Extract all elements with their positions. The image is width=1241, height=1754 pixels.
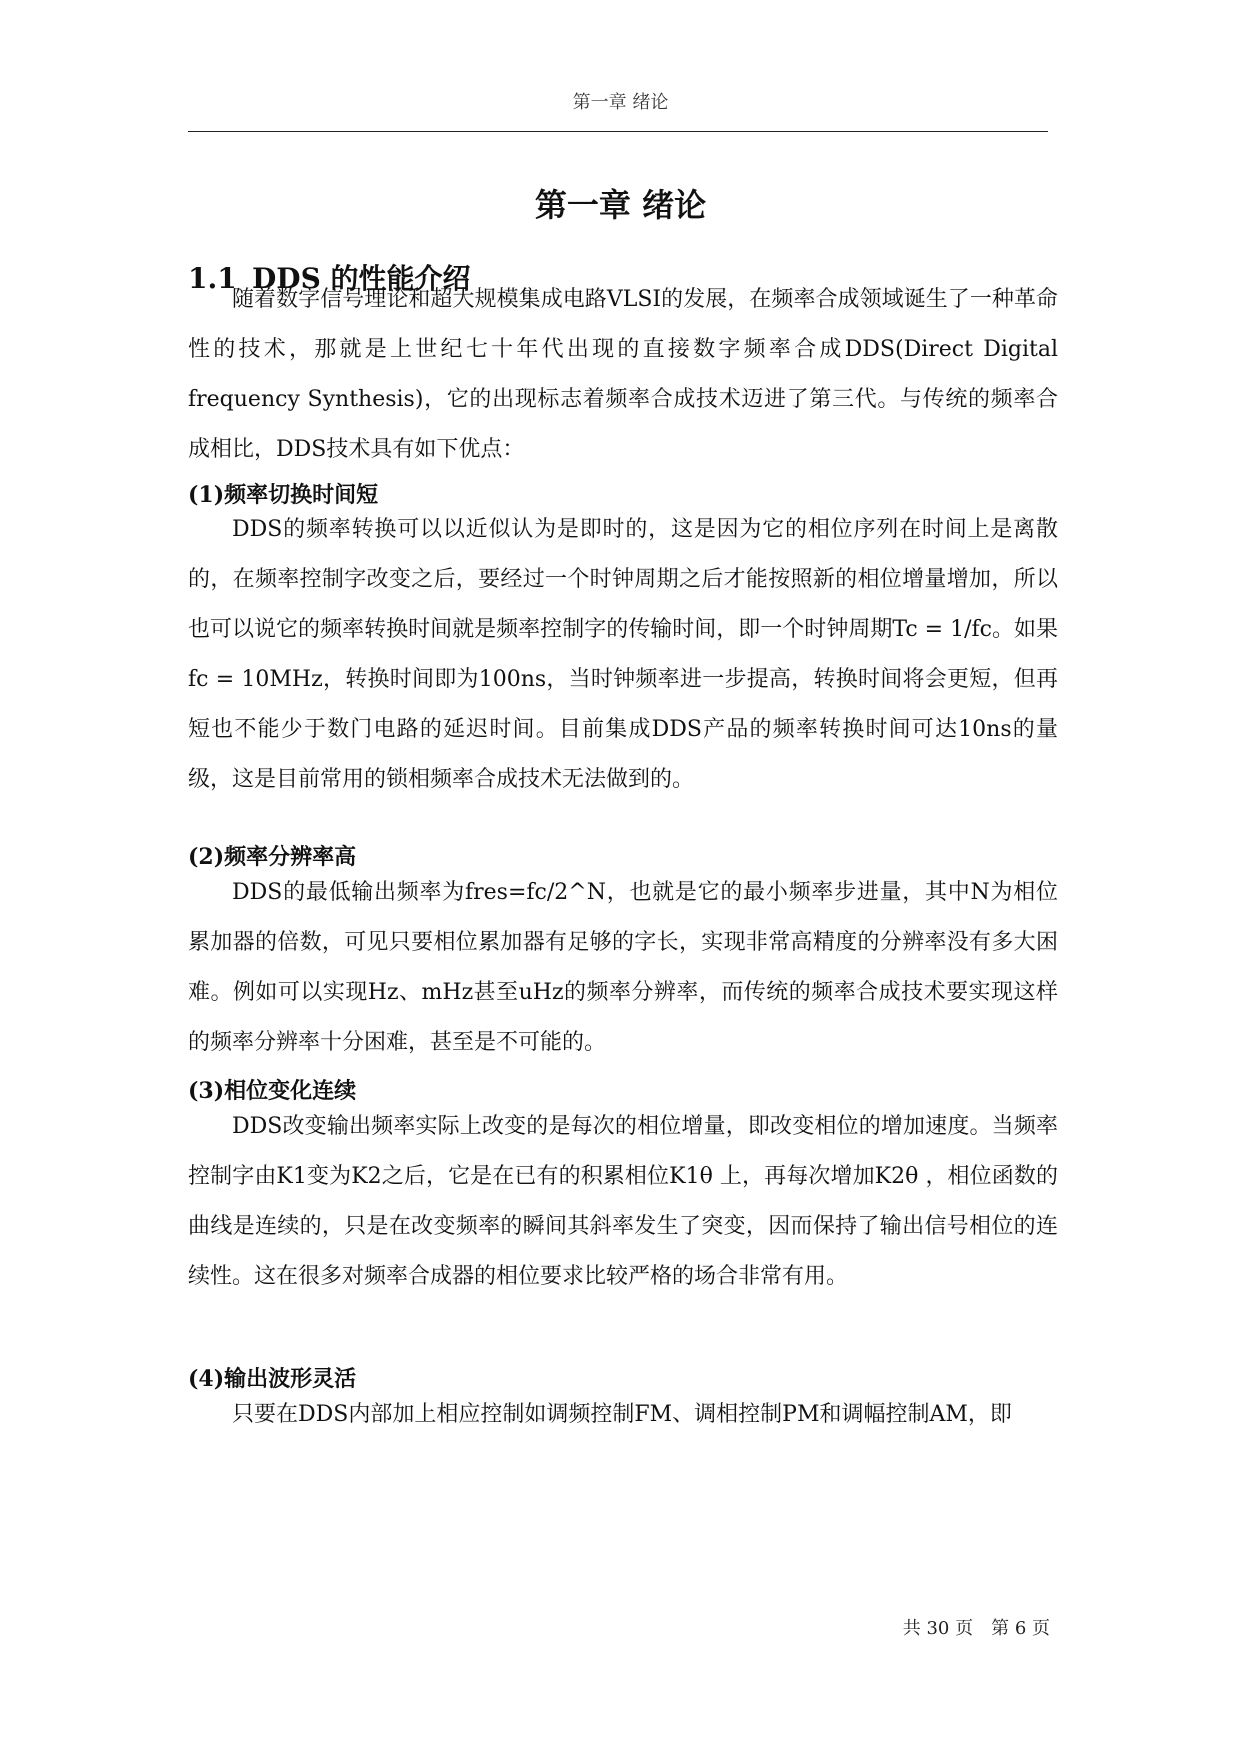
running-header: 第一章 绪论 [572, 92, 669, 113]
subsection-4-heading: (4)输出波形灵活 [188, 1366, 357, 1392]
subsection-1-body: DDS的频率转换可以以近似认为是即时的，这是因为它的相位序列在时间上是离散的，在频率控制字改变之后，要经过一个时钟周期之后才能按照新的相位增量增加，所以也可以说它的频率转换时间就是频率控制字的传输时间，即一个时钟周期Tc = 1/fc。如果fc = 10MHz，转换时间即为100ns，当时钟频率进一步提高，转换时间将会更短，但再短也不能少于数门电路的延迟时间。目前集成DDS产品的频率转换时间可达10ns的量级，这是目前常用的锁相频率合成技术无法做到的。 [188, 517, 1058, 792]
subsection-3-paragraph [188, 1102, 1058, 1302]
subsection-2-body: DDS的最低输出频率为fres=fc/2^N，也就是它的最小频率步进量，其中N为相位累加器的倍数，可见只要相位累加器有足够的字长，实现非常高精度的分辨率没有多大困难。例如可以实现Hz、mHz甚至uHz的频率分辨率，而传统的频率合成技术要实现这样的频率分辨率十分困难，甚至是不可能的。 [188, 880, 1058, 1055]
section-number: 1.1 [188, 262, 237, 295]
section-heading: DDS 的性能介绍 [252, 262, 471, 295]
subsection-3-body: DDS改变输出频率实际上改变的是每次的相位增量，即改变相位的增加速度。当频率控制字由K1变为K2之后，它是在已有的积累相位K1θ 上，再每次增加K2θ ，相位函数的曲线是连续的，只是在改变频率的瞬间其斜率发生了突变，因而保持了输出信号相位的连续性。这在很多对频率合成器的相位要求比较严格的场合非常有用。 [188, 1114, 1058, 1289]
intro-text: 随着数字信号理论和超大规模集成电路VLSI的发展，在频率合成领域诞生了一种革命性的技术，那就是上世纪七十年代出现的直接数字频率合成DDS(Direct Digital frequency Synthesis)，它的出现标志着频率合成技术迈进了第三代。与传统的频率合成相比，DDS技术具有如下优点： [188, 287, 1058, 462]
subsection-2-paragraph [188, 868, 1058, 1068]
chapter-title: 第一章 绪论 [534, 186, 707, 224]
subsection-2-heading: (2)频率分辨率高 [188, 844, 357, 870]
subsection-3-heading: (3)相位变化连续 [188, 1078, 357, 1104]
page-footer: 共 30 页 第 6 页 [902, 1618, 1050, 1639]
header-rule [188, 131, 1048, 132]
subsection-1-heading: (1)频率切换时间短 [188, 482, 379, 508]
subsection-4-body: 只要在DDS内部加上相应控制如调频控制FM、调相控制PM和调幅控制AM，即 [232, 1402, 1012, 1427]
subsection-4-paragraph [188, 1390, 1058, 1440]
intro-paragraph [188, 275, 1058, 475]
subsection-1-paragraph [188, 505, 1058, 805]
